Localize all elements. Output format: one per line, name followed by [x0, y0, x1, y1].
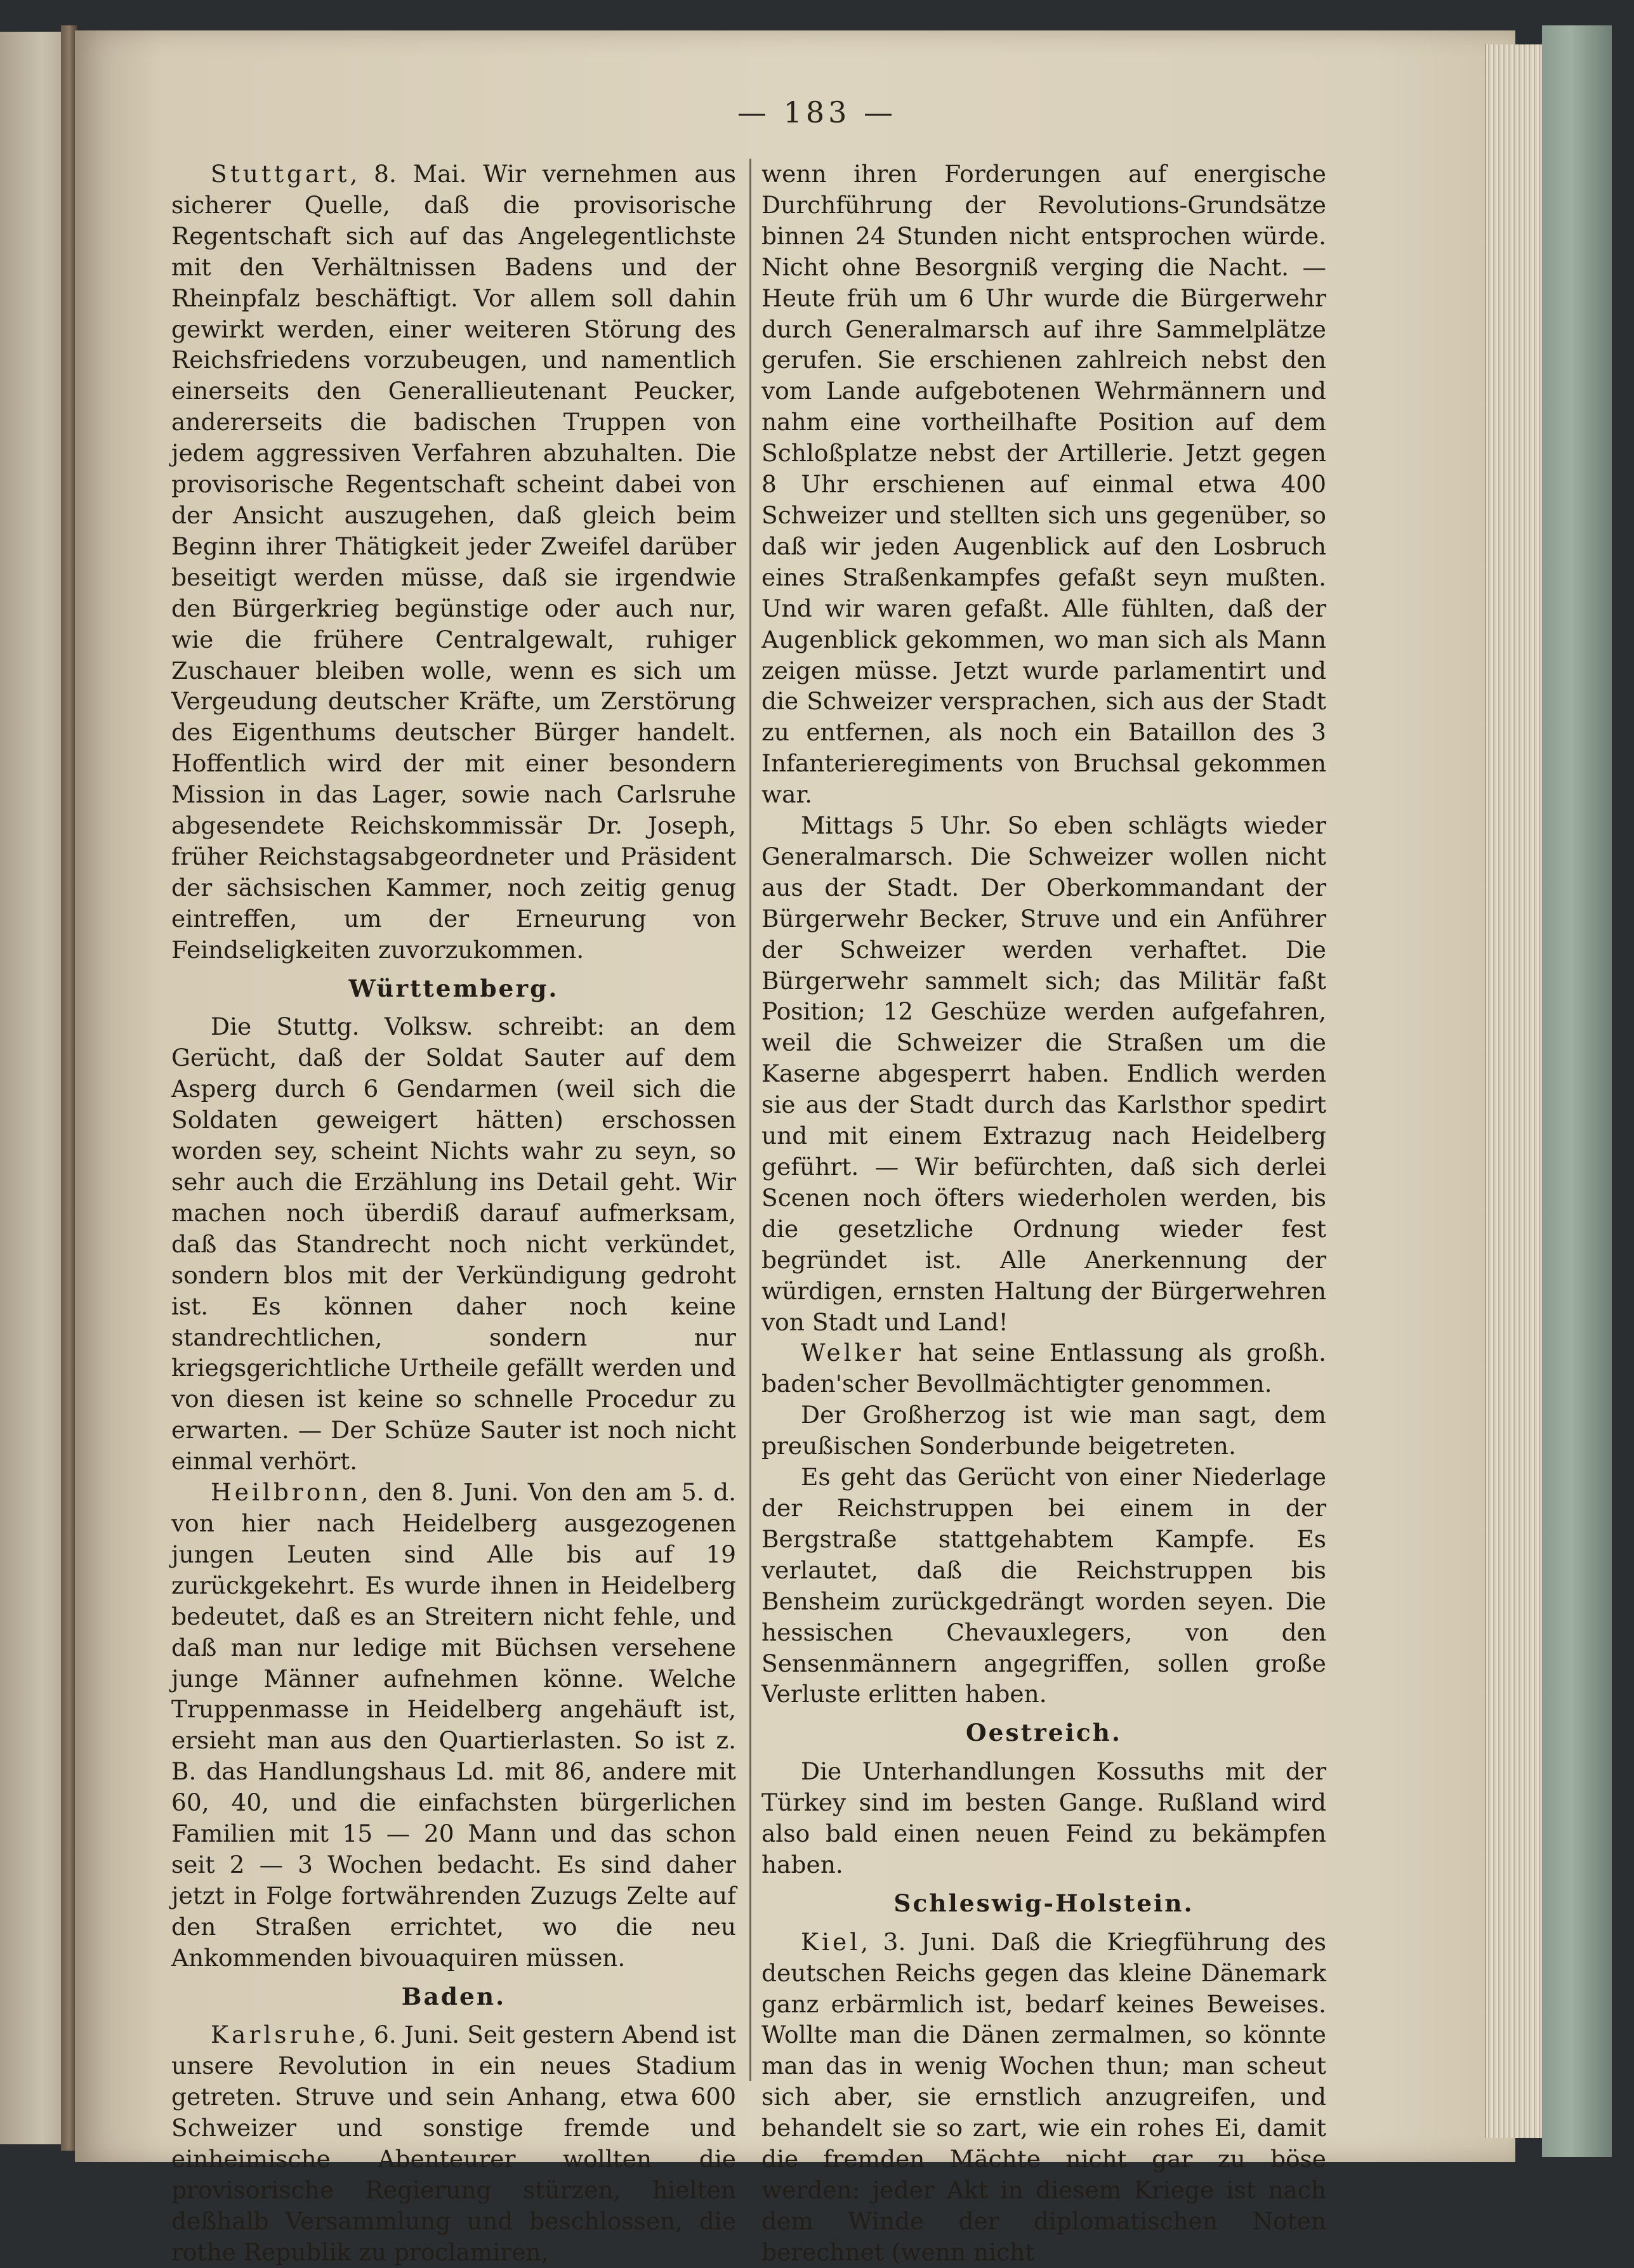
article-paragraph: [761, 1399, 1326, 1462]
book-cover: [1542, 25, 1612, 2157]
article-paragraph: [761, 810, 1326, 1337]
dateline-place: Welker: [801, 1339, 904, 1367]
section-heading: Baden.: [401, 1982, 506, 2010]
article-paragraph: [761, 1337, 1326, 1399]
section-heading: Oestreich.: [966, 1719, 1122, 1747]
paragraph-text: Mittags 5 Uhr. So eben schlägts wieder Generalmarsch. Die Schweizer wollen nicht aus der Stadt. Der Oberkommandant der Bürgerwehr Becker, Struve und ein Anführer der Schweizer werden verhaftet. Die Bürgerwehr sammelt sich; das Militär faßt Position; 12 Geschüze werden aufgefahren, weil die Schweizer die Straßen um die Kaserne abgesperrt haben. Endlich werden sie aus der Stadt durch das Karlsthor spedirt und mit einem Extrazug nach Heidelberg geführt. — Wir befürchten, daß sich derlei Scenen noch öfters wiederholen werden, bis die gesetzliche Ordnung wieder fest begründet ist. Alle Anerkennung der würdigen, ernsten Haltung der Bürgerwehren von Stadt und Land!: [761, 811, 1326, 1336]
left-page-edge: [0, 32, 70, 2144]
article-paragraph: [171, 2019, 736, 2267]
dateline-place: Heilbronn: [211, 1478, 361, 1507]
dateline-place: Stuttgart: [211, 160, 350, 188]
dateline-place: Kiel: [801, 1927, 861, 1956]
paragraph-text: Die Unterhandlungen Kossuths mit der Türkey sind im besten Gange. Rußland wird also bald einen neuen Feind zu bekämpfen haben.: [761, 1757, 1326, 1878]
paragraph-text: wenn ihren Forderungen auf energische Durchführung der Revolutions-Grundsätze binnen 24 Stunden nicht entsprochen würde. Nicht ohne Besorgniß verging die Nacht. — Heute früh um 6 Uhr wurde die Bürgerwehr durch Generalmarsch auf ihre Sammelplätze gerufen. Sie erschienen zahlreich nebst den vom Lande aufgebotenen Wehrmännern und nahm eine vortheilhafte Position auf dem Schloßplatze nebst der Artillerie. Jetzt gegen 8 Uhr erschienen auf einmal etwa 400 Schweizer und stellten sich uns gegenüber, so daß wir jeden Augenblick auf den Losbruch eines Straßenkampfes gefaßt seyn mußten. Und wir waren gefaßt. Alle fühlten, daß der Augenblick gekommen, wo man sich als Mann zeigen müsse. Jetzt wurde parlamentirt und die Schweizer versprachen, sich aus der Stadt zu entfernen, als noch ein Bataillon des 3 Infanterieregiments von Bruchsal gekommen war.: [761, 160, 1326, 809]
dateline-place: Karlsruhe: [211, 2021, 359, 2049]
paragraph-text: hat seine Entlassung als großh. baden'scher Bevollmächtigter genommen.: [761, 1339, 1326, 1398]
article-paragraph: [761, 1756, 1326, 1880]
paragraph-text: Es geht das Gerücht von einer Niederlage der Reichstruppen bei einem in der Bergstraße stattgehabtem Kampfe. Es verlautet, daß die Reichstruppen bis Bensheim zurückgedrängt worden seyen. Die hessischen Chevauxlegers, von den Sensenmännern angegriffen, sollen große Verluste erlitten haben.: [761, 1463, 1326, 1708]
paragraph-text: , 6. Juni. Seit gestern Abend ist unsere Revolution in ein neues Stadium getreten. Struve und sein Anhang, etwa 600 Schweizer und sonstige fremde und einheimische Abenteurer wollten die provisorische Regierung stürzen, hielten deßhalb Versammlung und beschlossen, die rothe Republik zu proclamiren,: [171, 2021, 736, 2266]
left-column: [171, 159, 736, 2268]
paragraph-text: , 8. Mai. Wir vernehmen aus sicherer Quelle, daß die provisorische Regentschaft sich auf das Angelegentlichste mit den Verhältnissen Badens und der Rheinpfalz beschäftigt. Vor allem soll dahin gewirkt werden, einer weiteren Störung des Reichsfriedens vorzubeugen, und namentlich einerseits den Generallieutenant Peucker, andererseits die badischen Truppen von jedem aggressiven Verfahren abzuhalten. Die provisorische Regentschaft scheint dabei von der Ansicht auszugehen, daß gleich beim Beginn ihrer Thätigkeit jeder Zweifel darüber beseitigt werden müsse, daß sie irgendwie den Bürgerkrieg begünstige oder auch nur, wie die frühere Centralgewalt, ruhiger Zuschauer bleiben wolle, wenn es sich um Vergeudung deutscher Kräfte, um Zerstörung des Eigenthums deutscher Bürger handelt. Hoffentlich wird der mit einer besondern Mission in das Lager, sowie nach Carlsruhe abgesendete Reichskommissär Dr. Joseph, früher Reichstagsabgeordneter und Präsident der sächsischen Kammer, noch zeitig genug eintreffen, um der Erneurung von Feindseligkeiten zuvorzukommen.: [171, 160, 736, 964]
article-paragraph: [171, 1477, 736, 1974]
column-divider: [749, 159, 751, 2081]
article-paragraph: [171, 159, 736, 966]
paragraph-text: Die Stuttg. Volksw. schreibt: an dem Gerücht, daß der Soldat Sauter auf dem Asperg durch 6 Gendarmen (weil sich die Soldaten geweigert hätten) erschossen worden sey, scheint Nichts wahr zu seyn, so sehr auch die Erzählung ins Detail geht. Wir machen noch überdiß darauf aufmerksam, daß das Standrecht noch nicht verkündet, sondern blos mit der Verkündigung gedroht ist. Es können daher noch keine standrechtlichen, sondern nur kriegsgerichtliche Urtheile gefällt werden und von diesen ist keine so schnelle Procedur zu erwarten. — Der Schüze Sauter ist noch nicht einmal verhört.: [171, 1013, 736, 1476]
faint-footer-bleed: [330, 2094, 1282, 2113]
section-heading: Württemberg.: [348, 974, 559, 1002]
paragraph-text: , 3. Juni. Daß die Kriegführung des deutschen Reichs gegen das kleine Dänemark ganz erbärmlich ist, bedarf keines Beweises. Wollte man die Dänen zermalmen, so könnte man das in wenig Wochen thun; man scheut sich aber, sie ernstlich anzugreifen, und behandelt sie so zart, wie ein rohes Ei, damit die fremden Mächte nicht gar zu böse werden: jeder Akt in diesem Kriege ist nach dem Winde der diplomatischen Noten berechnet (wenn nicht: [761, 1927, 1326, 2266]
section-heading: Schleswig-Holstein.: [893, 1889, 1194, 1917]
paragraph-text: , den 8. Juni. Von den am 5. d. von hier nach Heidelberg ausgezogenen jungen Leuten sind Alle bis auf 19 zurückgekehrt. Es wurde ihnen in Heidelberg bedeutet, daß es an Streitern nicht fehle, und daß man nur ledige mit Büchsen versehene junge Männer aufnehmen könne. Welche Truppenmasse in Heidelberg angehäuft ist, ersieht man aus den Quartierlasten. So ist z. B. das Handlungshaus Ld. mit 86, andere mit 60, 40, und die einfachsten bürgerlichen Familien mit 15 — 20 Mann und das schon seit 2 — 3 Wochen bedacht. Es sind daher jetzt in Folge fortwährenden Zuzugs Zelte auf den Straßen errichtet, wo die neu Ankommenden bivouaquiren müssen.: [171, 1478, 736, 1972]
article-paragraph: [171, 1011, 736, 1477]
paragraph-text: Der Großherzog ist wie man sagt, dem preußischen Sonderbunde beigetreten.: [761, 1401, 1326, 1460]
page-number: — 183 —: [737, 95, 897, 129]
right-column: [761, 159, 1326, 2268]
article-paragraph: [761, 1462, 1326, 1710]
article-paragraph: [761, 159, 1326, 810]
